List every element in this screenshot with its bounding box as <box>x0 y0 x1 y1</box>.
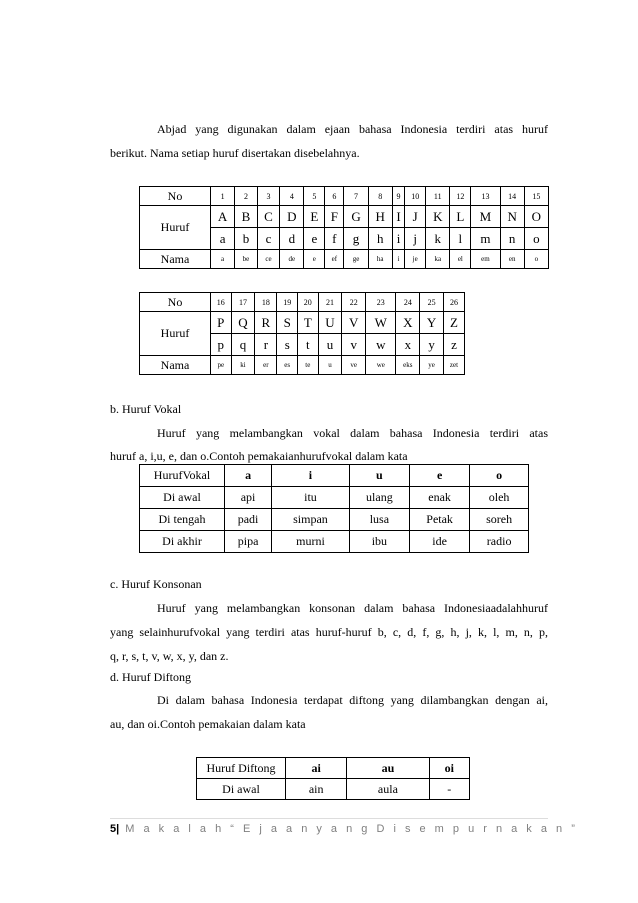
letter-name-cell: ef <box>325 250 344 269</box>
nama-label: Nama <box>140 356 211 375</box>
number-cell: 8 <box>368 187 392 206</box>
lower-letter-cell: o <box>524 228 548 250</box>
upper-letter-cell: F <box>325 206 344 228</box>
number-cell: 3 <box>257 187 280 206</box>
table-cell: ide <box>410 531 470 553</box>
table-header-row <box>140 465 529 487</box>
table-row-numbers <box>140 293 465 312</box>
table-cell: soreh <box>470 509 529 531</box>
lower-letter-cell: w <box>366 334 396 356</box>
section-d-line-1: Di dalam bahasa Indonesia terdapat diftong yang dilambangkan dengan ai, <box>157 693 548 707</box>
lower-letter-cell: a <box>211 228 235 250</box>
lower-letter-cell: q <box>231 334 255 356</box>
table-row <box>197 779 470 800</box>
letter-name-cell: em <box>471 250 500 269</box>
header-cell: a <box>225 465 272 487</box>
lower-letter-cell: k <box>426 228 450 250</box>
table-cell: aula <box>347 779 429 800</box>
lower-letter-cell: n <box>500 228 524 250</box>
footer-title: M a k a l a h “ E j a a n y a n g D i s e m p u r n a k a n ” <box>125 823 578 835</box>
number-cell: 9 <box>392 187 404 206</box>
number-cell: 4 <box>280 187 304 206</box>
upper-letter-cell: Y <box>420 312 444 334</box>
section-b-heading: b. Huruf Vokal <box>110 402 182 416</box>
header-cell: Huruf Diftong <box>197 758 286 779</box>
letter-name-cell: es <box>277 356 298 375</box>
number-cell: 5 <box>304 187 325 206</box>
upper-letter-cell: N <box>500 206 524 228</box>
upper-letter-cell: X <box>396 312 420 334</box>
upper-letter-cell: G <box>344 206 368 228</box>
number-cell: 26 <box>443 293 464 312</box>
huruf-label: Huruf <box>140 312 211 356</box>
table-cell: Petak <box>410 509 470 531</box>
table-cell: pipa <box>225 531 272 553</box>
letter-name-cell: i <box>392 250 404 269</box>
lower-letter-cell: l <box>450 228 471 250</box>
header-cell: i <box>272 465 350 487</box>
header-cell: au <box>347 758 429 779</box>
upper-letter-cell: K <box>426 206 450 228</box>
table-row-names <box>140 250 549 269</box>
footer-divider <box>110 818 548 819</box>
letter-name-cell: ve <box>342 356 366 375</box>
section-c-line-3: q, r, s, t, v, w, x, y, dan z. <box>110 649 229 663</box>
lower-letter-cell: p <box>211 334 232 356</box>
upper-letter-cell: Z <box>443 312 464 334</box>
upper-letter-cell: O <box>524 206 548 228</box>
table-row <box>140 509 529 531</box>
table-cell: - <box>429 779 470 800</box>
header-cell: HurufVokal <box>140 465 225 487</box>
page-footer <box>110 823 578 835</box>
table-cell: enak <box>410 487 470 509</box>
lower-letter-cell: x <box>396 334 420 356</box>
number-cell: 22 <box>342 293 366 312</box>
header-cell: o <box>470 465 529 487</box>
lower-letter-cell: e <box>304 228 325 250</box>
table-cell: oleh <box>470 487 529 509</box>
table-row-names <box>140 356 465 375</box>
lower-letter-cell: v <box>342 334 366 356</box>
upper-letter-cell: J <box>405 206 426 228</box>
number-cell: 19 <box>277 293 298 312</box>
table-row <box>140 487 529 509</box>
lower-letter-cell: f <box>325 228 344 250</box>
letter-name-cell: el <box>450 250 471 269</box>
upper-letter-cell: T <box>298 312 319 334</box>
letter-name-cell: pe <box>211 356 232 375</box>
letter-name-cell: ka <box>426 250 450 269</box>
upper-letter-cell: U <box>318 312 342 334</box>
lower-letter-cell: g <box>344 228 368 250</box>
lower-letter-cell: c <box>257 228 280 250</box>
table-cell: ibu <box>349 531 409 553</box>
section-b-line-1: Huruf yang melambangkan vokal dalam bahasa Indonesia terdiri atas <box>157 426 548 440</box>
number-cell: 20 <box>298 293 319 312</box>
lower-letter-cell: r <box>255 334 277 356</box>
table-cell: simpan <box>272 509 350 531</box>
letter-name-cell: te <box>298 356 319 375</box>
letter-name-cell: en <box>500 250 524 269</box>
table-header-row <box>197 758 470 779</box>
number-cell: 14 <box>500 187 524 206</box>
table-cell: Di awal <box>140 487 225 509</box>
upper-letter-cell: E <box>304 206 325 228</box>
lower-letter-cell: u <box>318 334 342 356</box>
letter-name-cell: a <box>211 250 235 269</box>
table-cell: itu <box>272 487 350 509</box>
header-cell: u <box>349 465 409 487</box>
number-cell: 12 <box>450 187 471 206</box>
letter-name-cell: ki <box>231 356 255 375</box>
letter-name-cell: ye <box>420 356 444 375</box>
letter-name-cell: ce <box>257 250 280 269</box>
table-row-numbers <box>140 187 549 206</box>
header-cell: ai <box>286 758 347 779</box>
lower-letter-cell: b <box>235 228 258 250</box>
table-cell: api <box>225 487 272 509</box>
number-cell: 13 <box>471 187 500 206</box>
table-cell: padi <box>225 509 272 531</box>
upper-letter-cell: C <box>257 206 280 228</box>
number-cell: 25 <box>420 293 444 312</box>
page-number: 5| <box>110 823 120 835</box>
table-cell: ulang <box>349 487 409 509</box>
header-cell: e <box>410 465 470 487</box>
letter-name-cell: je <box>405 250 426 269</box>
upper-letter-cell: D <box>280 206 304 228</box>
section-c-line-2: yang selainhurufvokal yang terdiri atas huruf-huruf b, c, d, f, g, h, j, k, l, m, n, p, <box>110 625 548 639</box>
upper-letter-cell: L <box>450 206 471 228</box>
number-cell: 16 <box>211 293 232 312</box>
number-cell: 7 <box>344 187 368 206</box>
lower-letter-cell: z <box>443 334 464 356</box>
table-cell: radio <box>470 531 529 553</box>
table-cell: ain <box>286 779 347 800</box>
upper-letter-cell: H <box>368 206 392 228</box>
lower-letter-cell: h <box>368 228 392 250</box>
number-cell: 1 <box>211 187 235 206</box>
table-row-upper <box>140 312 465 334</box>
nama-label: Nama <box>140 250 211 269</box>
letter-name-cell: er <box>255 356 277 375</box>
huruf-label: Huruf <box>140 206 211 250</box>
number-cell: 17 <box>231 293 255 312</box>
letter-name-cell: ge <box>344 250 368 269</box>
upper-letter-cell: P <box>211 312 232 334</box>
letter-name-cell: eks <box>396 356 420 375</box>
lower-letter-cell: s <box>277 334 298 356</box>
upper-letter-cell: I <box>392 206 404 228</box>
letter-name-cell: we <box>366 356 396 375</box>
diphthong-table <box>196 757 470 800</box>
number-cell: 18 <box>255 293 277 312</box>
table-cell: Di tengah <box>140 509 225 531</box>
table-row-upper <box>140 206 549 228</box>
letter-name-cell: o <box>524 250 548 269</box>
letter-name-cell: zet <box>443 356 464 375</box>
upper-letter-cell: M <box>471 206 500 228</box>
table-cell: Di awal <box>197 779 286 800</box>
no-label: No <box>140 187 211 206</box>
letter-name-cell: be <box>235 250 258 269</box>
section-d-line-2: au, dan oi.Contoh pemakaian dalam kata <box>110 717 306 731</box>
letter-name-cell: ha <box>368 250 392 269</box>
intro-line-2: berikut. Nama setiap huruf disertakan disebelahnya. <box>110 146 360 160</box>
table-row <box>140 531 529 553</box>
table-cell: lusa <box>349 509 409 531</box>
number-cell: 2 <box>235 187 258 206</box>
upper-letter-cell: A <box>211 206 235 228</box>
upper-letter-cell: R <box>255 312 277 334</box>
upper-letter-cell: B <box>235 206 258 228</box>
section-c-line-1: Huruf yang melambangkan konsonan dalam bahasa Indonesiaadalahhuruf <box>157 601 548 615</box>
lower-letter-cell: t <box>298 334 319 356</box>
upper-letter-cell: Q <box>231 312 255 334</box>
upper-letter-cell: S <box>277 312 298 334</box>
table-cell: Di akhir <box>140 531 225 553</box>
upper-letter-cell: V <box>342 312 366 334</box>
header-cell: oi <box>429 758 470 779</box>
section-d-heading: d. Huruf Diftong <box>110 670 191 684</box>
letter-name-cell: e <box>304 250 325 269</box>
upper-letter-cell: W <box>366 312 396 334</box>
section-b-line-2: huruf a, i,u, e, dan o.Contoh pemakaianhurufvokal dalam kata <box>110 449 408 463</box>
lower-letter-cell: y <box>420 334 444 356</box>
lower-letter-cell: i <box>392 228 404 250</box>
number-cell: 21 <box>318 293 342 312</box>
lower-letter-cell: j <box>405 228 426 250</box>
lower-letter-cell: m <box>471 228 500 250</box>
letter-name-cell: u <box>318 356 342 375</box>
letter-name-cell: de <box>280 250 304 269</box>
number-cell: 6 <box>325 187 344 206</box>
intro-line-1: Abjad yang digunakan dalam ejaan bahasa Indonesia terdiri atas huruf <box>157 122 548 136</box>
no-label: No <box>140 293 211 312</box>
table-cell: murni <box>272 531 350 553</box>
number-cell: 23 <box>366 293 396 312</box>
number-cell: 15 <box>524 187 548 206</box>
vowel-table <box>139 464 529 553</box>
alphabet-table-2 <box>139 292 465 375</box>
number-cell: 24 <box>396 293 420 312</box>
alphabet-table-1 <box>139 186 549 269</box>
section-c-heading: c. Huruf Konsonan <box>110 577 202 591</box>
number-cell: 10 <box>405 187 426 206</box>
number-cell: 11 <box>426 187 450 206</box>
lower-letter-cell: d <box>280 228 304 250</box>
